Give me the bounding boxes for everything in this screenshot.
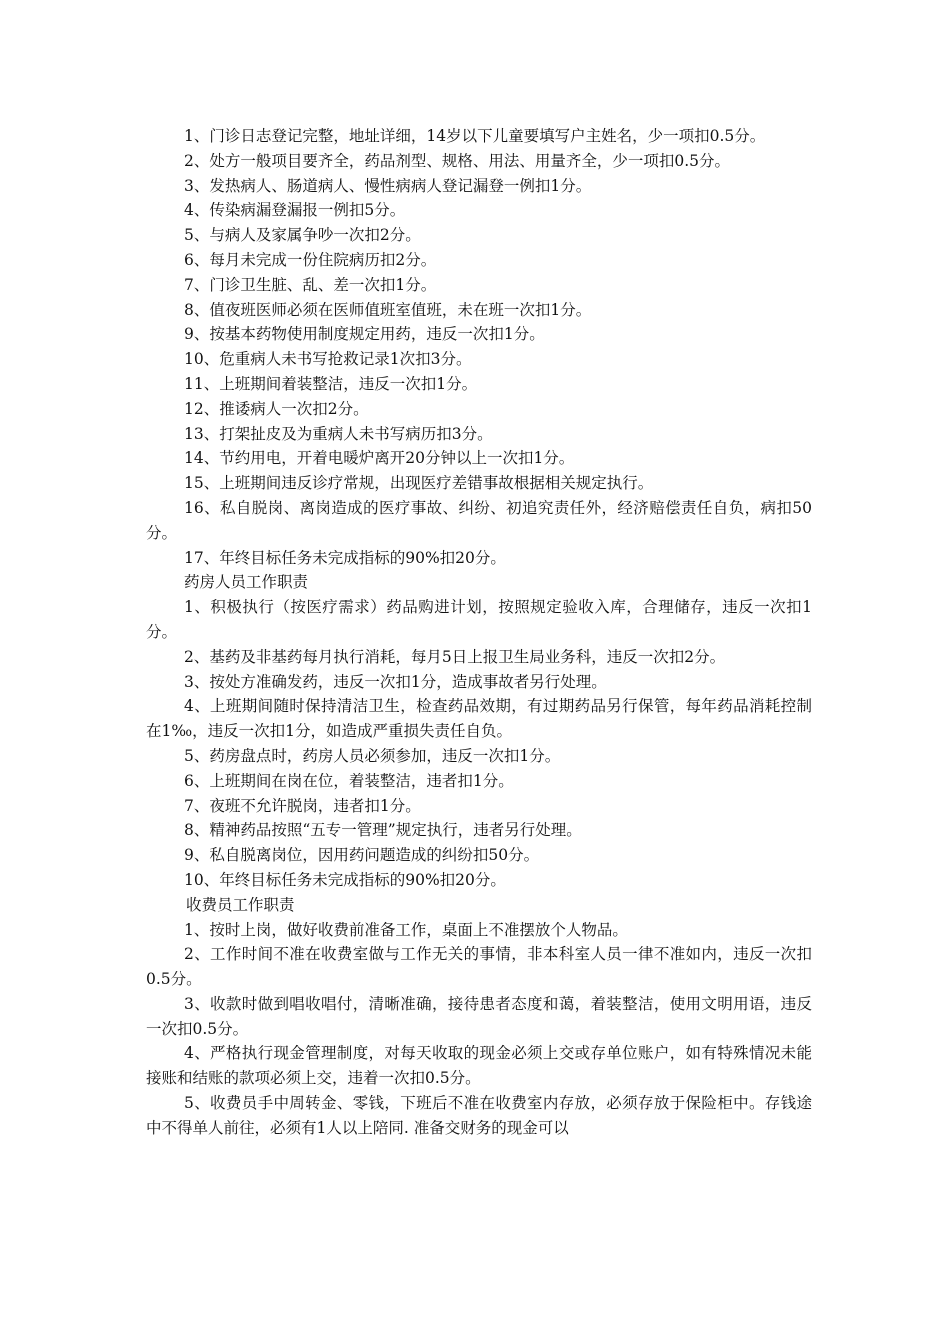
pharmacy-rule-10: 10、年终目标任务未完成指标的90%扣20分。 bbox=[184, 870, 506, 889]
pharmacy-rule-9: 9、私自脱离岗位，因用药问题造成的纠纷扣50分。 bbox=[184, 846, 540, 865]
cashier-rule-5: 5、收费员手中周转金、零钱，下班后不准在收费室内存放，必须存放于保险柜中。存钱途中不得单人前往，必须有1人以上陪同. 准备交财务的现金可以 bbox=[146, 1094, 812, 1137]
doctor-rules-section bbox=[146, 124, 812, 570]
pharmacy-rule-1: 1、积极执行（按医疗需求）药品购进计划，按照规定验收入库，合理储存，违反一次扣1分。 bbox=[146, 598, 812, 641]
doctor-rule-13: 13、打架扯皮及为重病人未书写病历扣3分。 bbox=[184, 424, 493, 443]
doctor-rule-15: 15、上班期间违反诊疗常规，出现医疗差错事故根据相关规定执行。 bbox=[184, 474, 654, 493]
pharmacy-rule-7: 7、夜班不允许脱岗，违者扣1分。 bbox=[184, 796, 421, 815]
pharmacy-title: 药房人员工作职责 bbox=[184, 573, 309, 592]
doctor-rule-17: 17、年终目标任务未完成指标的90%扣20分。 bbox=[184, 548, 506, 567]
doctor-rule-3: 3、发热病人、肠道病人、慢性病病人登记漏登一例扣1分。 bbox=[184, 176, 592, 195]
pharmacy-rule-5: 5、药房盘点时，药房人员必须参加，违反一次扣1分。 bbox=[184, 746, 561, 765]
document-page bbox=[146, 124, 812, 1141]
doctor-rule-6: 6、每月未完成一份住院病历扣2分。 bbox=[184, 250, 437, 269]
cashier-title: 收费员工作职责 bbox=[186, 895, 295, 914]
doctor-rule-11: 11、上班期间着装整洁，违反一次扣1分。 bbox=[184, 374, 478, 393]
doctor-rule-2: 2、处方一般项目要齐全，药品剂型、规格、用法、用量齐全，少一项扣0.5分。 bbox=[184, 151, 731, 170]
cashier-section bbox=[146, 893, 812, 1141]
cashier-rule-3: 3、收款时做到唱收唱付，清晰准确，接待患者态度和蔼，着装整洁，使用文明用语，违反一次扣0.5分。 bbox=[146, 994, 812, 1038]
doctor-rule-1: 1、门诊日志登记完整，地址详细，14岁以下儿童要填写户主姓名，少一项扣0.5分。 bbox=[184, 127, 766, 145]
pharmacy-rule-2: 2、基药及非基药每月执行消耗，每月5日上报卫生局业务科，违反一次扣2分。 bbox=[184, 647, 726, 666]
cashier-rule-2: 2、工作时间不准在收费室做与工作无关的事情，非本科室人员一律不准如内，违反一次扣0.5分。 bbox=[146, 945, 812, 989]
pharmacy-rule-6: 6、上班期间在岗在位，着装整洁，违者扣1分。 bbox=[184, 771, 514, 790]
cashier-rule-1: 1、按时上岗，做好收费前准备工作，桌面上不准摆放个人物品。 bbox=[184, 920, 628, 939]
doctor-rule-8: 8、值夜班医师必须在医师值班室值班，未在班一次扣1分。 bbox=[184, 300, 592, 319]
doctor-rule-16: 16、私自脱岗、离岗造成的医疗事故、纠纷、初追究责任外，经济赔偿责任自负，病扣50分。 bbox=[146, 498, 812, 542]
doctor-rule-4: 4、传染病漏登漏报一例扣5分。 bbox=[184, 201, 406, 220]
pharmacy-rule-4: 4、上班期间随时保持清洁卫生，检查药品效期，有过期药品另行保管，每年药品消耗控制在1‰，违反一次扣1分，如造成严重损失责任自负。 bbox=[146, 697, 812, 741]
pharmacy-rule-3: 3、按处方准确发药，违反一次扣1分，造成事故者另行处理。 bbox=[184, 672, 607, 691]
doctor-rule-7: 7、门诊卫生脏、乱、差一次扣1分。 bbox=[184, 275, 437, 294]
doctor-rule-5: 5、与病人及家属争吵一次扣2分。 bbox=[184, 226, 421, 245]
pharmacy-rule-8: 8、精神药品按照“五专一管理”规定执行，违者另行处理。 bbox=[184, 821, 582, 840]
pharmacy-section bbox=[146, 570, 812, 892]
doctor-rule-9: 9、按基本药物使用制度规定用药，违反一次扣1分。 bbox=[184, 325, 545, 344]
doctor-rule-10: 10、危重病人未书写抢救记录1次扣3分。 bbox=[184, 350, 472, 369]
doctor-rule-12: 12、推诿病人一次扣2分。 bbox=[184, 399, 369, 418]
cashier-rule-4: 4、严格执行现金管理制度，对每天收取的现金必须上交或存单位账户，如有特殊情况未能接账和结账的款项必须上交，违着一次扣0.5分。 bbox=[146, 1044, 812, 1088]
doctor-rule-14: 14、节约用电，开着电暖炉离开20分钟以上一次扣1分。 bbox=[184, 449, 575, 468]
